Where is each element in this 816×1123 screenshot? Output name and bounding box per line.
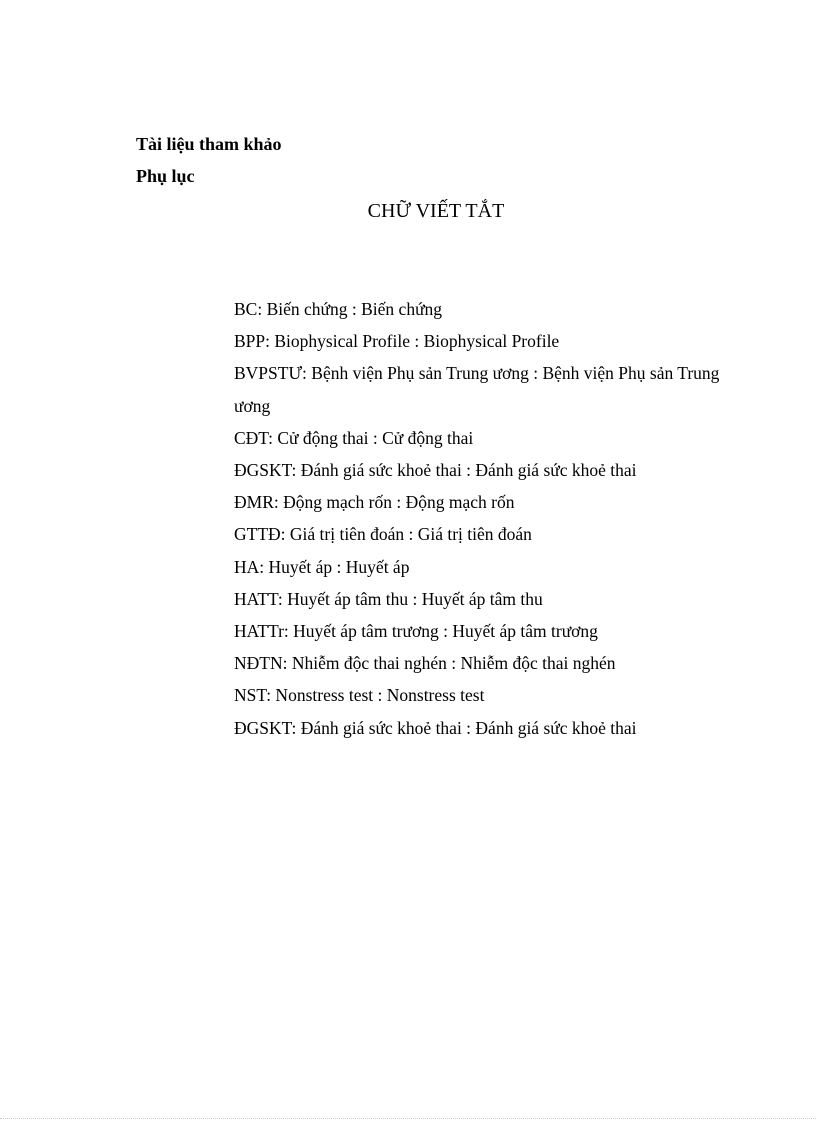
abbreviation-list [234,293,754,744]
abbreviation-item: GTTĐ: Giá trị tiên đoán : Giá trị tiên đoán [234,524,532,545]
abbreviation-item: ĐGSKT: Đánh giá sức khoẻ thai : Đánh giá sức khoẻ thai [234,717,637,738]
abbreviation-item: NST: Nonstress test : Nonstress test [234,685,485,706]
abbreviation-item: ĐMR: Động mạch rốn : Động mạch rốn [234,492,515,513]
page-bottom-divider [0,1118,816,1119]
abbreviation-item: HATT: Huyết áp tâm thu : Huyết áp tâm thu [234,588,543,609]
abbreviation-item: HA: Huyết áp : Huyết áp [234,556,410,577]
abbreviation-item: ĐGSKT: Đánh giá sức khoẻ thai : Đánh giá sức khoẻ thai [234,460,637,481]
abbreviation-item: NĐTN: Nhiễm độc thai nghén : Nhiễm độc thai nghén [234,653,616,674]
abbreviation-item: HATTr: Huyết áp tâm trương : Huyết áp tâm trương [234,621,598,642]
abbreviation-item: BC: Biến chứng : Biến chứng [234,299,443,319]
page-title: CHỮ VIẾT TẮT [367,200,505,222]
appendix-heading: Phụ lục [136,166,195,186]
abbreviation-item: BPP: Biophysical Profile : Biophysical Profile [234,331,560,352]
references-heading: Tài liệu tham khảo [136,134,282,154]
abbreviation-item: CĐT: Cử động thai : Cử động thai [234,427,474,448]
abbreviation-item: BVPSTƯ: Bệnh viện Phụ sản Trung ương : Bệnh viện Phụ sản Trung ương [234,363,720,416]
